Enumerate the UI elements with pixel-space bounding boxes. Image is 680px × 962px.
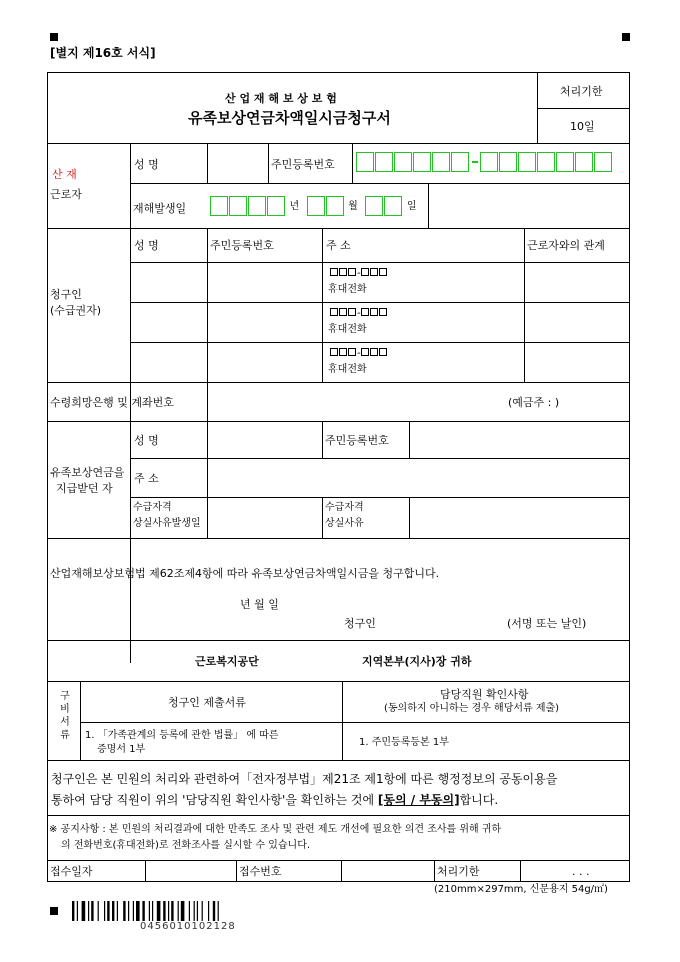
loss-reason-label-2: 상실사유 <box>325 518 364 529</box>
paper-spec: (210mm×297mm, 신문용지 54g/㎡) <box>434 884 608 895</box>
prior-address-label: 주 소 <box>134 472 159 485</box>
declaration-text: 산업재해보상보험법 제62조제4항에 따라 유족보상연금차액일시금을 청구합니다. <box>50 567 440 580</box>
bank-label: 수령희망은행 및 계좌번호 <box>50 396 174 409</box>
consent-line-2: 통하여 담당 직원이 위의 '담당직원 확인사항'을 확인하는 것에 [동의 / 부동의]합니다. <box>51 793 499 807</box>
claimant-doc-1a: 1. 「가족관계의 등록에 관한 법률」 에 따른 <box>85 730 279 741</box>
prior-label-2: 지급받던 자 <box>56 482 113 495</box>
worker-rrn-boxes[interactable] <box>356 152 613 172</box>
deadline-label: 처리기한 <box>560 85 603 98</box>
claimant-label-1: 청구인 <box>50 288 82 301</box>
phone-label: 휴대전화 <box>328 324 367 335</box>
addressee-office: 지역본부(지사)장 귀하 <box>362 655 472 668</box>
staff-check-note: (동의하지 아니하는 경우 해당서류 제출) <box>384 703 560 714</box>
loss-reason-label-1: 수급자격 <box>325 502 364 513</box>
worker-rrn-label: 주민등록번호 <box>271 158 335 171</box>
corner-mark <box>622 33 630 41</box>
staff-doc-1: 1. 주민등록등본 1부 <box>359 737 449 748</box>
agency-name: 근로복지공단 <box>195 655 259 668</box>
corner-mark <box>50 33 58 41</box>
account-holder: (예금주 : ) <box>508 396 560 409</box>
footer-date-dots: . . . <box>572 865 590 878</box>
prior-name-label: 성 명 <box>134 434 159 447</box>
barcode-number: 0456010102128 <box>140 921 236 932</box>
documents-label: 구 비 서 류 <box>60 691 70 741</box>
staff-check-header: 담당직원 확인사항 <box>440 688 529 701</box>
worker-name-label: 성 명 <box>134 158 159 171</box>
form-number-label: [별지 제16호 서식] <box>50 46 156 60</box>
deadline-value: 10일 <box>570 120 595 133</box>
phone-label: 휴대전화 <box>328 364 367 375</box>
worker-label-1: 산 재 <box>52 168 77 181</box>
loss-date-label-1: 수급자격 <box>133 502 172 513</box>
accident-date-boxes[interactable]: 년 월 일 <box>210 196 417 216</box>
consent-choice[interactable]: [동의 / 부동의] <box>377 793 460 807</box>
claimant-col-rrn: 주민등록번호 <box>210 239 274 252</box>
notice-line-1: ※ 공지사항 : 본 민원의 처리결과에 대한 만족도 조사 및 관련 제도 개선에 필요한 의견 조사를 위해 귀하 <box>49 824 502 835</box>
footer-deadline-label: 처리기한 <box>437 865 480 878</box>
claimant-doc-1b: 증명서 1부 <box>97 744 146 755</box>
form-subtitle: 산 업 재 해 보 상 보 험 <box>225 92 337 105</box>
corner-mark <box>50 907 58 915</box>
consent-line-1: 청구인은 본 민원의 처리와 관련하여「전자정부법」제21조 제1항에 따른 행정정보의 공동이용을 <box>51 772 558 786</box>
claimant-col-name: 성 명 <box>134 239 159 252</box>
notice-line-2: 의 전화번호(휴대전화)로 전화조사를 실시할 수 있습니다. <box>61 840 311 851</box>
phone-label: 휴대전화 <box>328 284 367 295</box>
postal-code-row-3[interactable]: - <box>330 348 388 359</box>
accident-date-label: 재해발생일 <box>133 202 187 215</box>
receipt-date-label: 접수일자 <box>50 865 93 878</box>
declaration-sign: (서명 또는 날인) <box>507 617 587 630</box>
postal-code-row-2[interactable]: - <box>330 308 388 319</box>
worker-label-2: 근로자 <box>50 188 82 201</box>
prior-label-1: 유족보상연금을 <box>50 466 125 479</box>
declaration-date: 년 월 일 <box>240 598 279 611</box>
declaration-claimant: 청구인 <box>344 617 376 630</box>
prior-rrn-label: 주민등록번호 <box>325 434 389 447</box>
loss-date-label-2: 상실사유발생일 <box>133 518 201 529</box>
claimant-docs-header: 청구인 제출서류 <box>168 696 246 709</box>
claimant-col-relation: 근로자와의 관계 <box>527 239 605 252</box>
form-title: 유족보상연금차액일시금청구서 <box>188 109 391 127</box>
claimant-label-2: (수급권자) <box>50 304 102 317</box>
postal-code-row-1[interactable]: - <box>330 268 388 279</box>
receipt-no-label: 접수번호 <box>239 865 282 878</box>
claimant-col-address: 주 소 <box>326 239 351 252</box>
